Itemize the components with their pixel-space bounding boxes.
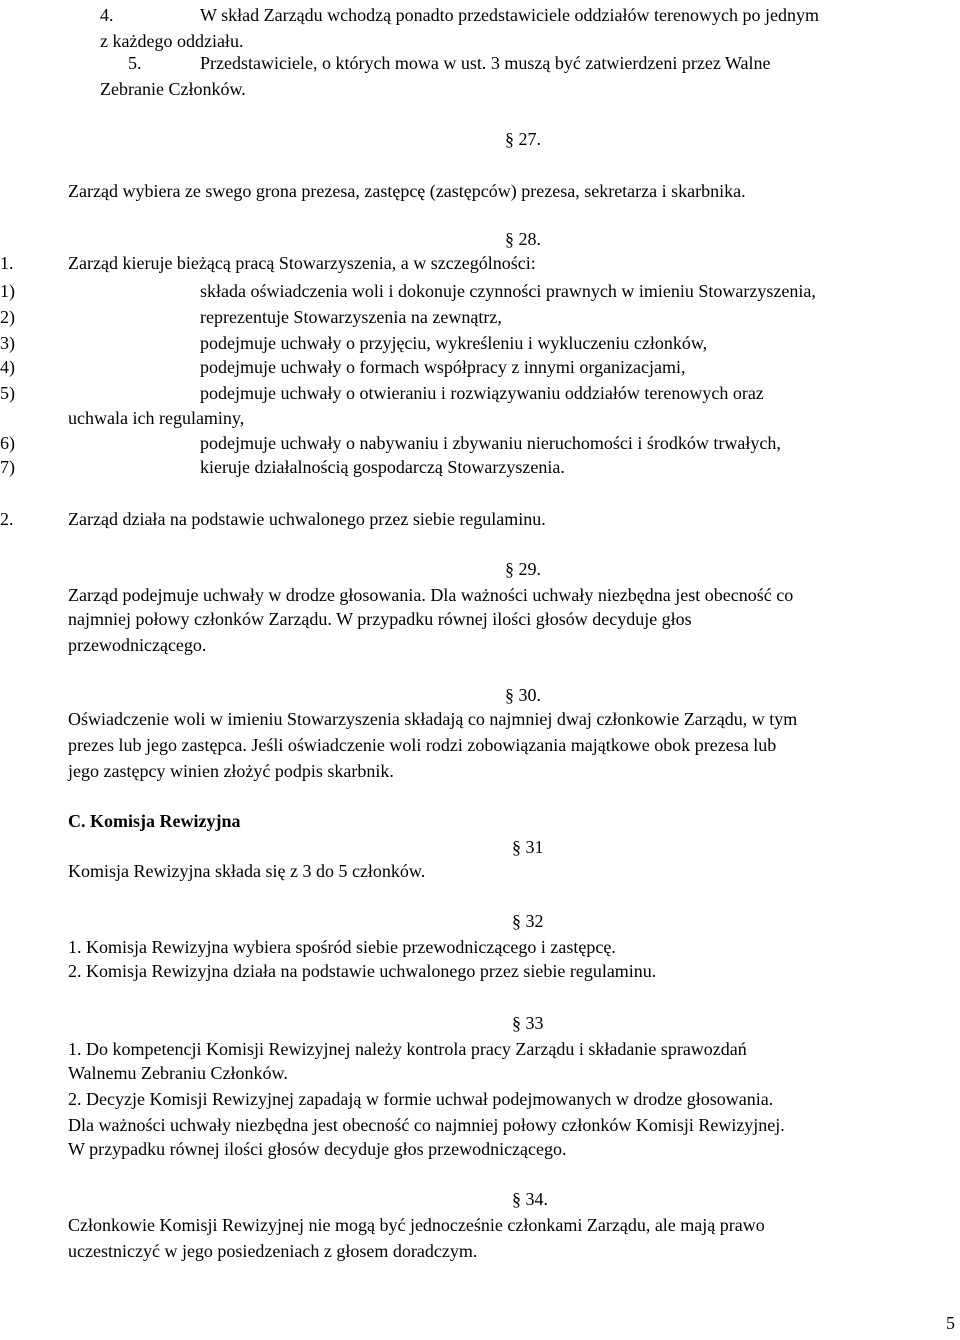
- section-28-p1-number: 1.: [0, 253, 14, 273]
- section-30-line: prezes lub jego zastępca. Jeśli oświadczenie woli rodzi zobowiązania majątkowe obok prezesa lub: [68, 735, 777, 755]
- section-33-line: 1. Do kompetencji Komisji Rewizyjnej należy kontrola pracy Zarządu i składanie sprawozdań: [68, 1039, 747, 1059]
- list-item-text: podejmuje uchwały o nabywaniu i zbywaniu nieruchomości i środków trwałych,: [200, 433, 781, 453]
- list-item-number: 3): [0, 333, 15, 353]
- list-item-text: podejmuje uchwały o otwieraniu i rozwiązywaniu oddziałów terenowych oraz: [200, 383, 764, 403]
- section-27-text: Zarząd wybiera ze swego grona prezesa, zastępcę (zastępców) prezesa, sekretarza i skarbnika.: [68, 181, 746, 201]
- section-28-p2-text: Zarząd działa na podstawie uchwalonego przez siebie regulaminu.: [68, 509, 546, 529]
- section-28-heading: § 28.: [505, 229, 541, 249]
- section-31-text: Komisja Rewizyjna składa się z 3 do 5 członków.: [68, 861, 426, 881]
- list-item-number: 1): [0, 281, 15, 301]
- section-c-title: C. Komisja Rewizyjna: [68, 811, 241, 831]
- list-item-number: 2): [0, 307, 15, 327]
- item-4-number: 4.: [100, 5, 114, 25]
- list-item-number: 7): [0, 457, 15, 477]
- list-item-number: 6): [0, 433, 15, 453]
- list-item-text: reprezentuje Stowarzyszenia na zewnątrz,: [200, 307, 502, 327]
- item-5-number: 5.: [128, 53, 142, 73]
- section-33-line: Walnemu Zebraniu Członków.: [68, 1063, 288, 1083]
- section-29-line: Zarząd podejmuje uchwały w drodze głosowania. Dla ważności uchwały niezbędna jest obecność co: [68, 585, 794, 605]
- section-28-p1-text: Zarząd kieruje bieżącą pracą Stowarzyszenia, a w szczególności:: [68, 253, 536, 273]
- list-item-text: składa oświadczenia woli i dokonuje czynności prawnych w imieniu Stowarzyszenia,: [200, 281, 816, 301]
- section-34-line: uczestniczyć w jego posiedzeniach z głosem doradczym.: [68, 1241, 478, 1261]
- section-27-heading: § 27.: [505, 129, 541, 149]
- section-32-line: 1. Komisja Rewizyjna wybiera spośród siebie przewodniczącego i zastępcę.: [68, 937, 616, 957]
- section-29-heading: § 29.: [505, 559, 541, 579]
- item-4-text-cont: z każdego oddziału.: [100, 31, 244, 51]
- list-item-number: 5): [0, 383, 15, 403]
- list-item-number: 4): [0, 357, 15, 377]
- section-28-p2-number: 2.: [0, 509, 14, 529]
- list-item-text: podejmuje uchwały o formach współpracy z innymi organizacjami,: [200, 357, 686, 377]
- page-number: 5: [946, 1313, 955, 1333]
- list-item-text: kieruje działalnością gospodarczą Stowarzyszenia.: [200, 457, 565, 477]
- section-32-heading: § 32: [512, 911, 544, 931]
- section-31-heading: § 31: [512, 837, 544, 857]
- section-33-line: Dla ważności uchwały niezbędna jest obecność co najmniej połowy członków Komisji Rewizyjnej.: [68, 1115, 785, 1135]
- section-33-heading: § 33: [512, 1013, 544, 1033]
- section-33-line: 2. Decyzje Komisji Rewizyjnej zapadają w formie uchwał podejmowanych w drodze głosowania.: [68, 1089, 774, 1109]
- list-item-text-cont: uchwala ich regulaminy,: [68, 408, 245, 428]
- item-5-text-cont: Zebranie Członków.: [100, 79, 246, 99]
- item-4-text: W skład Zarządu wchodzą ponadto przedstawiciele oddziałów terenowych po jednym: [200, 5, 819, 25]
- list-item-text: podejmuje uchwały o przyjęciu, wykreśleniu i wykluczeniu członków,: [200, 333, 708, 353]
- section-34-line: Członkowie Komisji Rewizyjnej nie mogą być jednocześnie członkami Zarządu, ale mają prawo: [68, 1215, 765, 1235]
- section-32-line: 2. Komisja Rewizyjna działa na podstawie uchwalonego przez siebie regulaminu.: [68, 961, 657, 981]
- section-33-line: W przypadku równej ilości głosów decyduje głos przewodniczącego.: [68, 1139, 567, 1159]
- section-30-line: jego zastępcy winien złożyć podpis skarbnik.: [68, 761, 394, 781]
- section-29-line: najmniej połowy członków Zarządu. W przypadku równej ilości głosów decyduje głos: [68, 609, 692, 629]
- section-34-heading: § 34.: [512, 1189, 548, 1209]
- item-5-text: Przedstawiciele, o których mowa w ust. 3 muszą być zatwierdzeni przez Walne: [200, 53, 771, 73]
- section-30-line: Oświadczenie woli w imieniu Stowarzyszenia składają co najmniej dwaj członkowie Zarządu, w tym: [68, 709, 798, 729]
- section-29-line: przewodniczącego.: [68, 635, 207, 655]
- section-30-heading: § 30.: [505, 685, 541, 705]
